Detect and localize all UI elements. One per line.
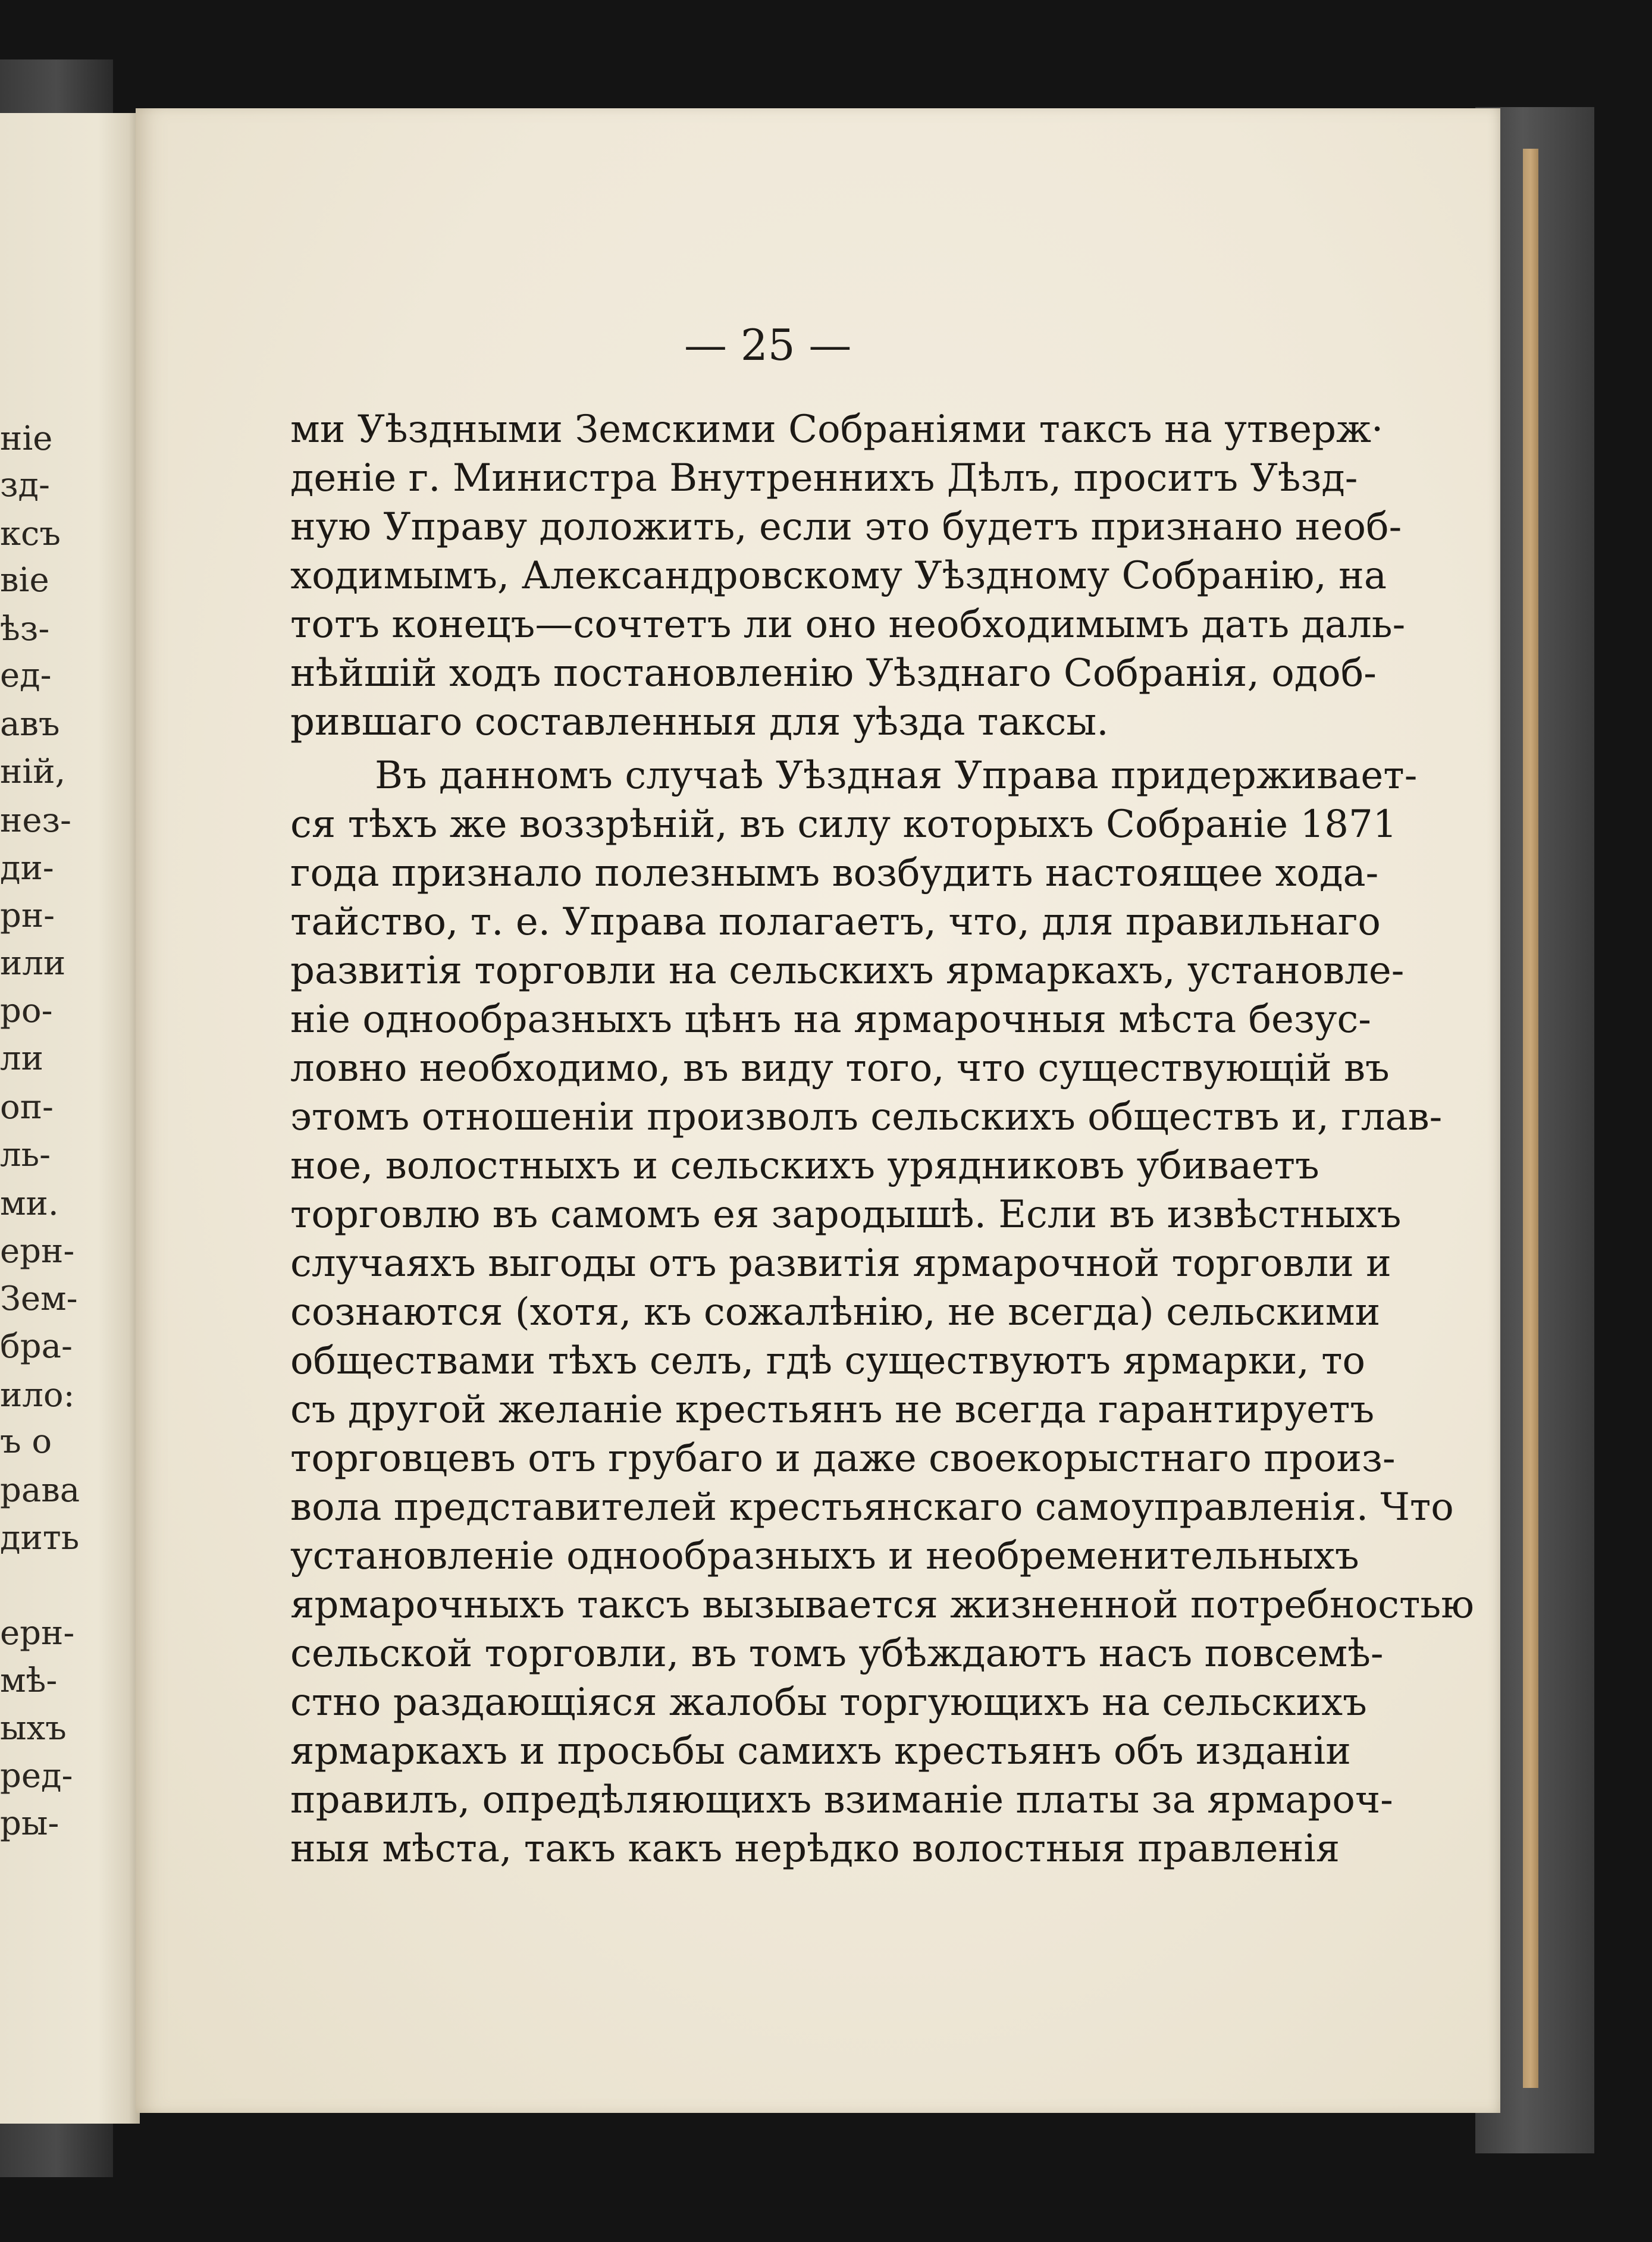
left-fragment: бра- bbox=[0, 1327, 73, 1366]
left-fragment: ми. bbox=[0, 1184, 59, 1223]
paragraph-start: Въ данномъ случаѣ Уѣздная Управа придерживает- bbox=[375, 754, 1418, 798]
text-line: торговлю въ самомъ ея зародышѣ. Если въ извѣстныхъ bbox=[290, 1193, 1402, 1237]
text-line: сельской торговли, въ томъ убѣждаютъ насъ повсемѣ- bbox=[290, 1632, 1384, 1676]
text-line: сознаются (хотя, къ сожалѣнію, не всегда) сельскими bbox=[290, 1290, 1381, 1334]
text-line: случаяхъ выгоды отъ развитія ярмарочной торговли и bbox=[290, 1241, 1391, 1285]
text-line: ся тѣхъ же воззрѣній, въ силу которыхъ Собраніе 1871 bbox=[290, 802, 1397, 846]
text-line: правилъ, опредѣляющихъ взиманіе платы за ярмароч- bbox=[290, 1778, 1393, 1822]
left-fragment: ры- bbox=[0, 1804, 59, 1843]
page-edges bbox=[1523, 149, 1538, 2088]
text-line: установленіе однообразныхъ и необременительныхъ bbox=[290, 1534, 1359, 1578]
left-fragment: Зем- bbox=[0, 1280, 78, 1318]
left-fragment: ред- bbox=[0, 1757, 73, 1795]
text-line: ми Уѣздными Земскими Собраніями таксъ на утверж· bbox=[290, 407, 1384, 451]
text-line: ную Управу доложить, если это будетъ признано необ- bbox=[290, 505, 1402, 549]
text-line: развитія торговли на сельскихъ ярмаркахъ, установле- bbox=[290, 949, 1405, 993]
left-fragment: ерн- bbox=[0, 1614, 75, 1653]
text-line: ловно необходимо, въ виду того, что существующій въ bbox=[290, 1046, 1390, 1090]
left-fragment: ыхъ bbox=[0, 1709, 67, 1748]
left-fragment: оп- bbox=[0, 1088, 54, 1127]
text-line: нѣйшій ходъ постановленію Уѣзднаго Собранія, одоб- bbox=[290, 651, 1377, 695]
left-fragment: ъ о bbox=[0, 1422, 52, 1461]
left-fragment: ній, bbox=[0, 752, 66, 791]
page-number: — 25 — bbox=[684, 320, 852, 370]
text-line: ярмаркахъ и просьбы самихъ крестьянъ объ изданіи bbox=[290, 1729, 1351, 1773]
text-line: вола представителей крестьянскаго самоуправленія. Что bbox=[290, 1485, 1454, 1529]
text-line: ніе однообразныхъ цѣнъ на ярмарочныя мѣста безус- bbox=[290, 998, 1371, 1042]
text-line: стно раздающіяся жалобы торгующихъ на сельскихъ bbox=[290, 1680, 1367, 1724]
text-line: рившаго составленныя для уѣзда таксы. bbox=[290, 700, 1109, 744]
text-line: года признало полезнымъ возбудить настоящее хода- bbox=[290, 851, 1379, 895]
text-line: деніе г. Министра Внутреннихъ Дѣлъ, проситъ Уѣзд- bbox=[290, 456, 1358, 500]
left-fragment: ль- bbox=[0, 1136, 51, 1174]
left-fragment: ди- bbox=[0, 849, 54, 888]
left-fragment: ѣз- bbox=[0, 610, 50, 648]
left-fragment: ерн- bbox=[0, 1232, 75, 1271]
text-line: съ другой желаніе крестьянъ не всегда гарантируетъ bbox=[290, 1388, 1375, 1432]
left-fragment: ксъ bbox=[0, 515, 61, 553]
left-page bbox=[0, 113, 140, 2124]
left-fragment: ніе bbox=[0, 419, 53, 458]
left-fragment: ро- bbox=[0, 992, 53, 1030]
text-line: тотъ конецъ—сочтетъ ли оно необходимымъ дать даль- bbox=[290, 603, 1406, 647]
left-fragment: или bbox=[0, 944, 66, 983]
text-line: ныя мѣста, такъ какъ нерѣдко волостныя правленія bbox=[290, 1827, 1340, 1871]
text-line: торговцевъ отъ грубаго и даже своекорыстнаго произ- bbox=[290, 1437, 1396, 1481]
text-line: этомъ отношеніи произволъ сельскихъ обществъ и, глав- bbox=[290, 1095, 1443, 1139]
text-line: тайство, т. е. Управа полагаетъ, что, для правильнаго bbox=[290, 900, 1381, 944]
left-fragment: дить bbox=[0, 1519, 80, 1557]
text-line: обществами тѣхъ селъ, гдѣ существуютъ ярмарки, то bbox=[290, 1339, 1365, 1383]
left-fragment: авъ bbox=[0, 705, 60, 744]
left-fragment: зд- bbox=[0, 466, 50, 504]
text-line: ярмарочныхъ таксъ вызывается жизненной потребностью bbox=[290, 1583, 1474, 1627]
text-line: ное, волостныхъ и сельскихъ урядниковъ убиваетъ bbox=[290, 1144, 1319, 1188]
left-fragment: ли bbox=[0, 1039, 43, 1078]
left-fragment: віе bbox=[0, 561, 49, 600]
left-fragment: нез- bbox=[0, 801, 71, 840]
left-fragment: рн- bbox=[0, 896, 55, 935]
left-fragment: ило: bbox=[0, 1376, 75, 1415]
text-line: ходимымъ, Александровскому Уѣздному Собранію, на bbox=[290, 554, 1387, 598]
left-fragment: ед- bbox=[0, 656, 52, 695]
left-fragment: мѣ- bbox=[0, 1661, 58, 1700]
left-fragment: рава bbox=[0, 1471, 80, 1510]
